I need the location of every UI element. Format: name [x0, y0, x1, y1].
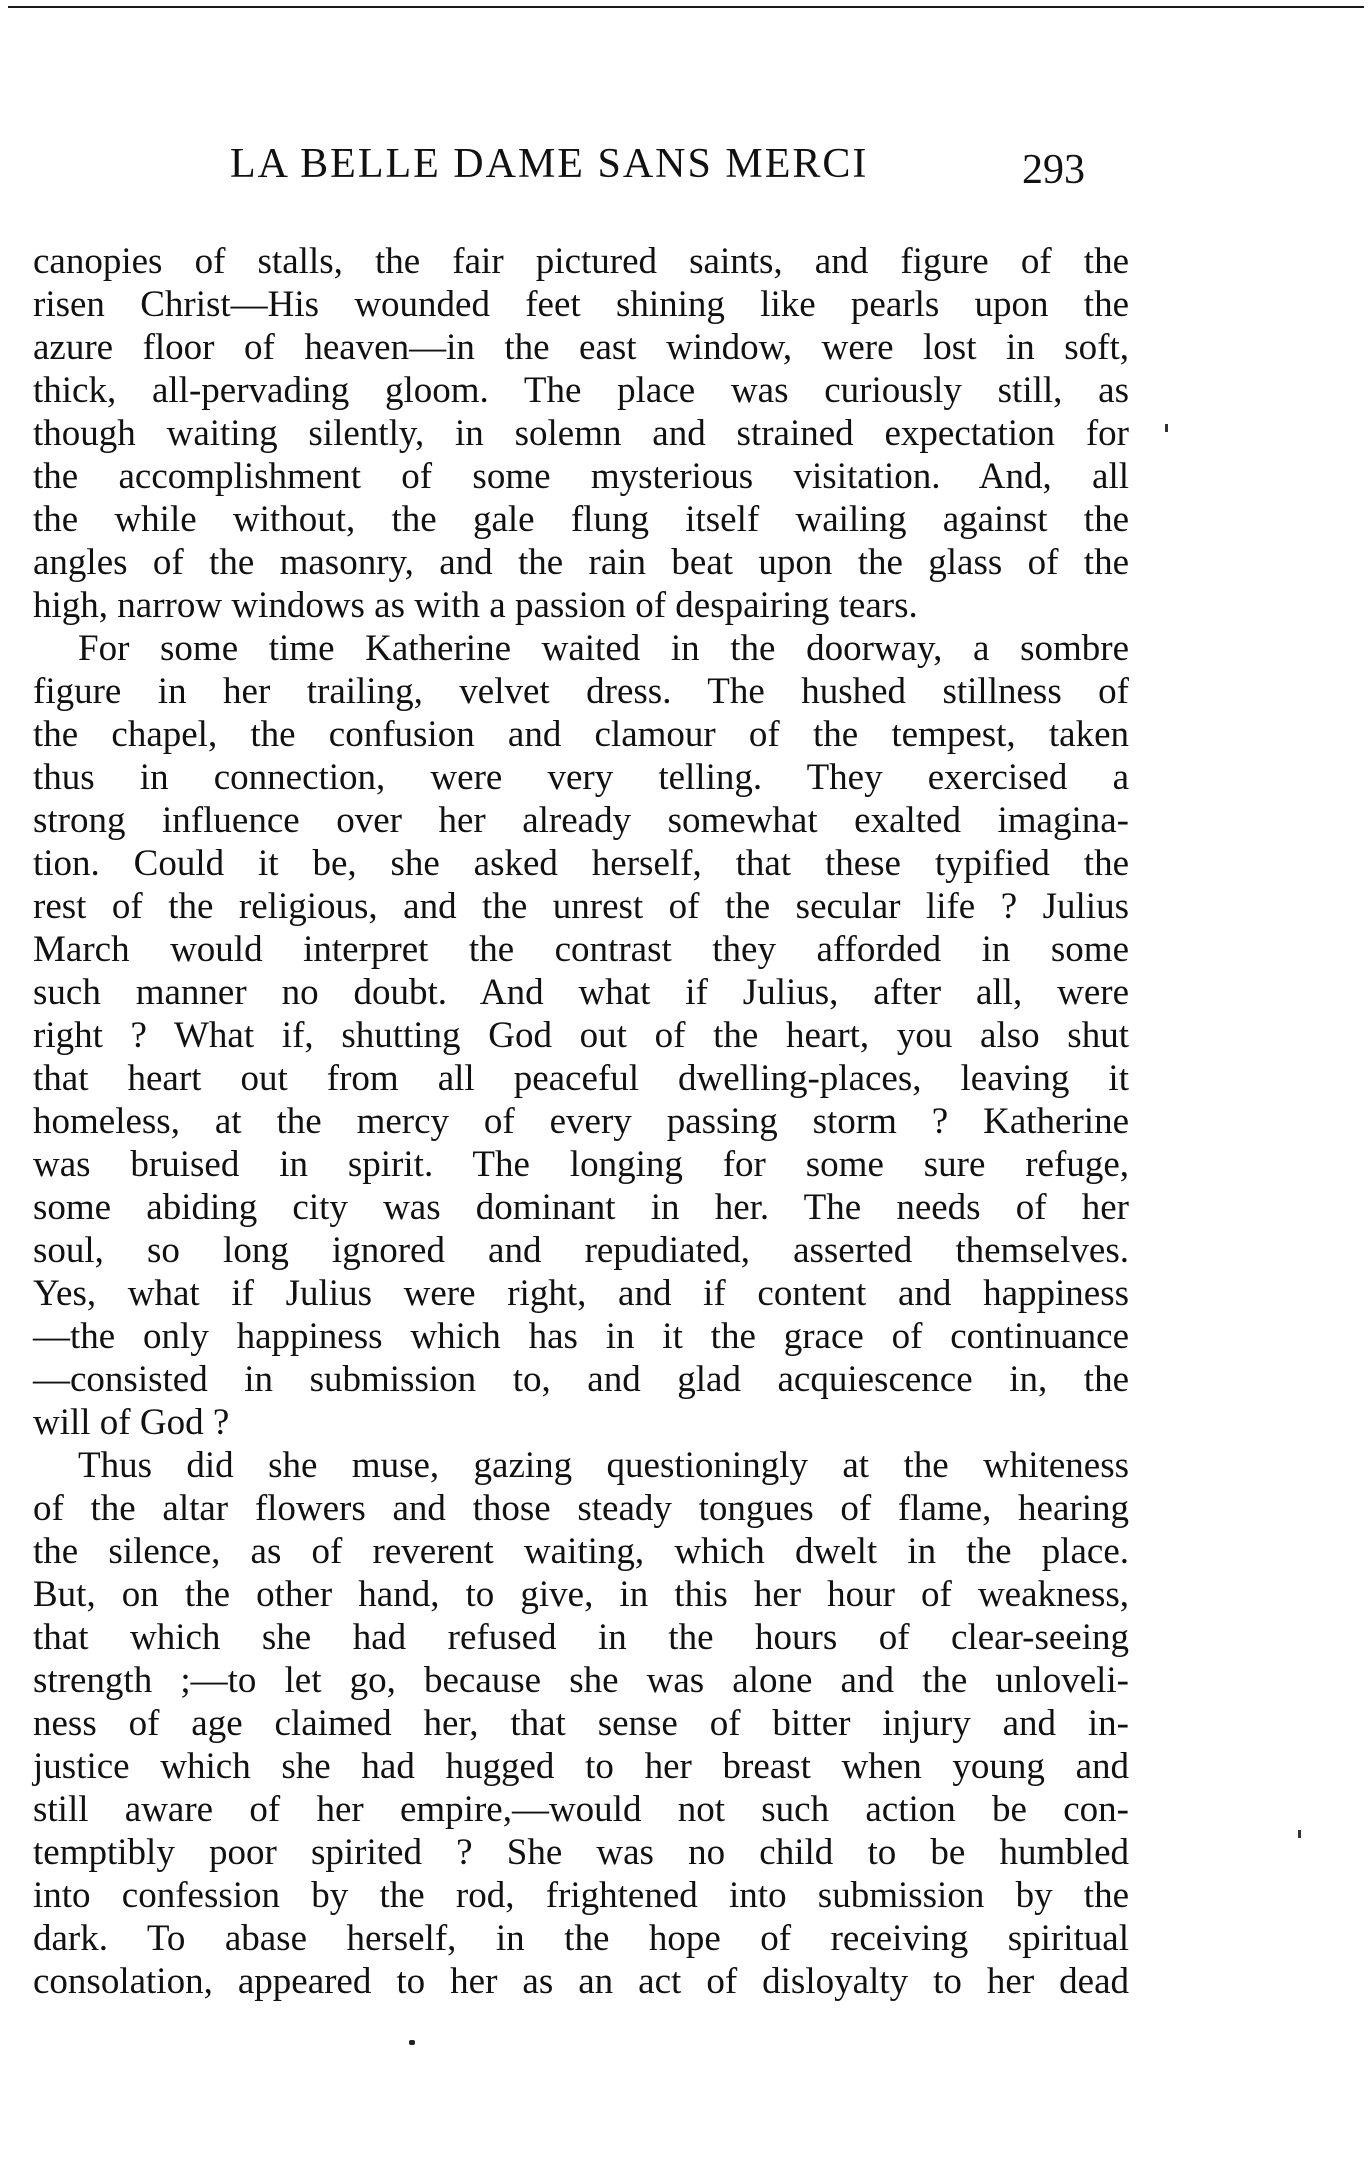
text-line: But, on the other hand, to give, in this her hour of weakness,: [33, 1574, 1129, 1615]
text-line: —the only happiness which has in it the grace of continuance: [33, 1316, 1129, 1357]
page-number: 293: [1022, 147, 1085, 193]
text-line: some abiding city was dominant in her. The needs of her: [33, 1187, 1129, 1228]
paragraph-2: [33, 627, 1129, 1444]
text-line: such manner no doubt. And what if Julius, after all, were: [33, 972, 1129, 1013]
top-border-rule: [8, 6, 1364, 8]
text-line: consolation, appeared to her as an act of disloyalty to her dead: [33, 1961, 1129, 2002]
text-line: was bruised in spirit. The longing for some sure refuge,: [33, 1144, 1129, 1185]
text-line: that which she had refused in the hours of clear-seeing: [33, 1617, 1129, 1658]
paragraph-3: [33, 1444, 1129, 2003]
paragraph-1: [33, 240, 1129, 627]
text-line: canopies of stalls, the fair pictured saints, and figure of the: [33, 241, 1129, 282]
text-line: will of God ?: [33, 1402, 230, 1443]
text-line: thus in connection, were very telling. They exercised a: [33, 757, 1129, 798]
text-line: thick, all-pervading gloom. The place was curiously still, as: [33, 370, 1129, 411]
text-line: azure floor of heaven—in the east window, were lost in soft,: [33, 327, 1129, 368]
text-line: into confession by the rod, frightened into submission by the: [33, 1875, 1129, 1916]
text-line: angles of the masonry, and the rain beat upon the glass of the: [33, 542, 1129, 583]
text-line: strong influence over her already somewhat exalted imagina-: [33, 800, 1129, 841]
text-line: strength ;—to let go, because she was alone and the unloveli-: [33, 1660, 1129, 1701]
text-line: justice which she had hugged to her breast when young and: [33, 1746, 1129, 1787]
text-line: temptibly poor spirited ? She was no child to be humbled: [33, 1832, 1129, 1873]
signature-mark: [409, 2040, 415, 2045]
text-line: soul, so long ignored and repudiated, asserted themselves.: [33, 1230, 1129, 1271]
text-line: homeless, at the mercy of every passing storm ? Katherine: [33, 1101, 1129, 1142]
text-line: rest of the religious, and the unrest of the secular life ? Julius: [33, 886, 1129, 927]
text-line: the chapel, the confusion and clamour of the tempest, taken: [33, 714, 1129, 755]
text-line: the accomplishment of some mysterious visitation. And, all: [33, 456, 1129, 497]
text-line: March would interpret the contrast they afforded in some: [33, 929, 1129, 970]
text-line: the while without, the gale flung itself wailing against the: [33, 499, 1129, 540]
text-line: Yes, what if Julius were right, and if content and happiness: [33, 1273, 1129, 1314]
text-line: risen Christ—His wounded feet shining like pearls upon the: [33, 284, 1129, 325]
text-line: For some time Katherine waited in the doorway, a sombre: [78, 628, 1129, 669]
text-line: still aware of her empire,—would not such action be con-: [33, 1789, 1129, 1830]
text-line: high, narrow windows as with a passion of despairing tears.: [33, 585, 918, 626]
text-line: —consisted in submission to, and glad acquiescence in, the: [33, 1359, 1129, 1400]
text-line: that heart out from all peaceful dwelling-places, leaving it: [33, 1058, 1129, 1099]
text-line: tion. Could it be, she asked herself, that these typified the: [33, 843, 1129, 884]
scan-speck: [1298, 1830, 1301, 1838]
text-line: the silence, as of reverent waiting, which dwelt in the place.: [33, 1531, 1129, 1572]
body-text: [33, 240, 1129, 2003]
text-line: right ? What if, shutting God out of the heart, you also shut: [33, 1015, 1129, 1056]
text-line: figure in her trailing, velvet dress. The hushed stillness of: [33, 671, 1129, 712]
running-title: LA BELLE DAME SANS MERCI: [230, 141, 869, 187]
text-line: dark. To abase herself, in the hope of receiving spiritual: [33, 1918, 1129, 1959]
page-header: [0, 140, 1372, 200]
scan-speck: [1165, 424, 1168, 432]
text-line: ness of age claimed her, that sense of bitter injury and in-: [33, 1703, 1129, 1744]
text-line: though waiting silently, in solemn and strained expectation for: [33, 413, 1129, 454]
text-line: of the altar flowers and those steady tongues of flame, hearing: [33, 1488, 1129, 1529]
text-line: Thus did she muse, gazing questioningly at the whiteness: [78, 1445, 1129, 1486]
